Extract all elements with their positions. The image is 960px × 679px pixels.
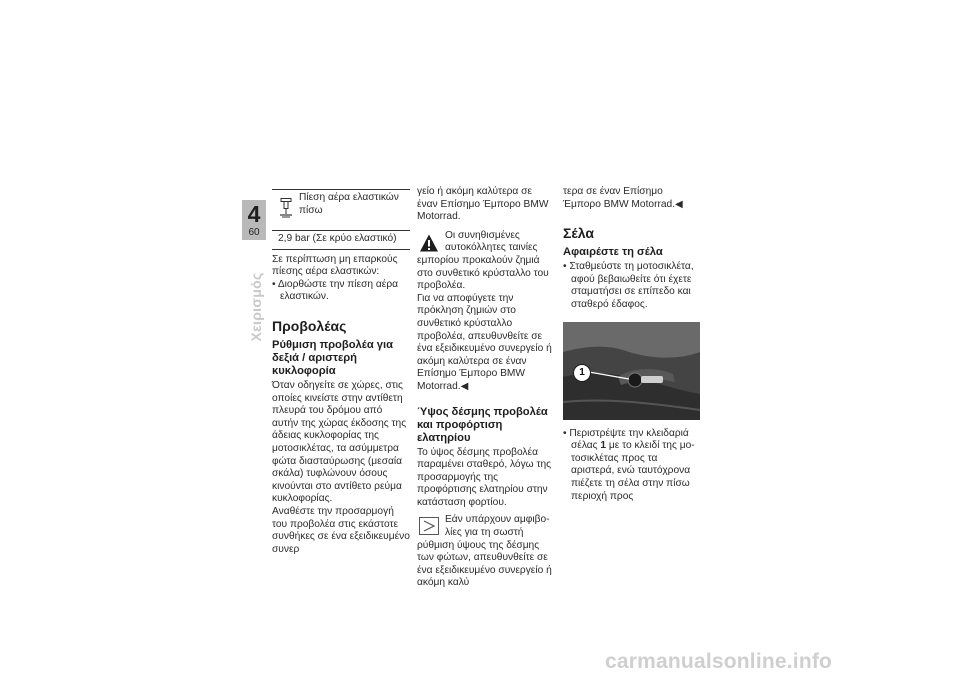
note-text: Εάν υπάρχουν αμφιβολίες για τη σωστή ρύθμιση ύψους της δέσμης των φώτων, απευθυνθείτε σε ένα εξειδικευμένο συνεργείο ή ακόμη καλύ <box>417 514 552 589</box>
bullet-text: με το κλειδί της μοτοσικλέτας προς τα αριστερά, ενώ ταυτόχρονα πιέζετε τη σέλα στην πίσω περιοχή προς <box>571 440 695 502</box>
tire-pressure-label: Πίεση αέρα ελαστικών πίσω <box>299 192 399 216</box>
chapter-side-label <box>236 272 276 342</box>
photo-callout-1: 1 <box>573 364 591 382</box>
section-heading-seat: Σέλα <box>563 225 594 242</box>
callout-number: 1 <box>600 440 607 452</box>
paragraph: Το ύψος δέσμης προβολέα παραμένει σταθερό, λόγω της προσαρμογής της προφόρτισης ελατηρίου στην κατάσταση φορτίου. <box>417 446 552 508</box>
chapter-number: 4 <box>247 201 261 227</box>
chapter-tab <box>242 200 266 240</box>
column-3 <box>563 186 700 503</box>
warning-icon <box>419 233 439 253</box>
bullet-item: • Διορθώστε την πίεση αέρα ελαστικών. <box>272 278 399 303</box>
note-box <box>417 514 554 590</box>
seat-lock-photo <box>563 322 700 420</box>
section-heading-headlight: Προβολέας <box>272 317 347 334</box>
bullet-item: • Σταθμεύστε τη μοτοσικλέτα, αφού βεβαιωθείτε ότι έχετε σταματήσει σε επίπεδο και σταθερό έδαφος. <box>563 261 694 310</box>
subsection-heading-remove-seat: Αφαιρέστε τη σέλα <box>563 246 663 259</box>
page-number: 60 <box>248 227 260 238</box>
tire-pressure-icon <box>278 198 294 218</box>
paragraph: Όταν οδηγείτε σε χώρες, στις οποίες κινείστε στην αντίθετη πλευρά του δρόμου από αυτήν της χώρας έκδοσης της άδειας κυκλοφορίας της μοτοσικλέτας, τα ασύμμετρα φώτα διασταύρωσης (μεσαία σκάλα) τυφλώνουν όσους κινούνται στο αντίθετο ρεύμα κυκλοφορίας. <box>272 379 407 505</box>
watermark: carmanualsonline.info <box>605 650 833 673</box>
paragraph: γείο ή ακόμη καλύτερα σε έναν Επίσημο Έμπορο BMW Motorrad. <box>417 186 549 223</box>
subsection-heading-beam-height: Ύψος δέσμης προβολέα και προφόρτιση ελατηρίου <box>417 405 548 444</box>
column-1 <box>272 186 410 556</box>
paragraph: Αναθέστε την προσαρμογή του προβολέα στις εκάστοτε συνθήκες σε ένα εξειδικευμένο συνερ <box>272 505 410 555</box>
subsection-heading-adjust: Ρύθμιση προβολέα για δεξιά / αριστερή κυκλοφορία <box>272 338 394 377</box>
tire-pressure-table <box>272 189 410 250</box>
bullet-item <box>563 428 700 504</box>
paragraph: Σε περίπτωση μη επαρκούς πίεσης αέρα ελαστικών: <box>272 253 398 278</box>
warning-text: Οι συνηθισμένες αυτοκόλλητες ταινίες εμπορίου προκαλούν ζημιά στο συνθετικό κρύσταλλο του προβολέα. <box>417 229 549 292</box>
tire-pressure-table-header <box>272 190 410 231</box>
bullet-text: • Περιστρέψτε την κλειδαριά σέλας <box>563 427 689 452</box>
paragraph: τερα σε έναν Επίσημο Έμπορο BMW Motorrad.◀ <box>563 186 683 210</box>
warning-box <box>417 230 554 293</box>
tire-pressure-value: 2,9 bar (Σε κρύο ελαστικό) <box>278 233 397 244</box>
paragraph: Για να αποφύγετε την πρόκληση ζημιών στο συνθετικό κρύσταλλο προβολέα, απευθυνθείτε σε ένα εξειδικευμένο συνεργείο ή ακόμη καλύτερα σε έναν Επίσημο Έμπορο BMW Motorrad.◀ <box>417 292 552 392</box>
note-icon <box>419 517 439 535</box>
chapter-side-label-text: Χειρισμός <box>248 272 264 342</box>
column-2 <box>417 186 554 590</box>
